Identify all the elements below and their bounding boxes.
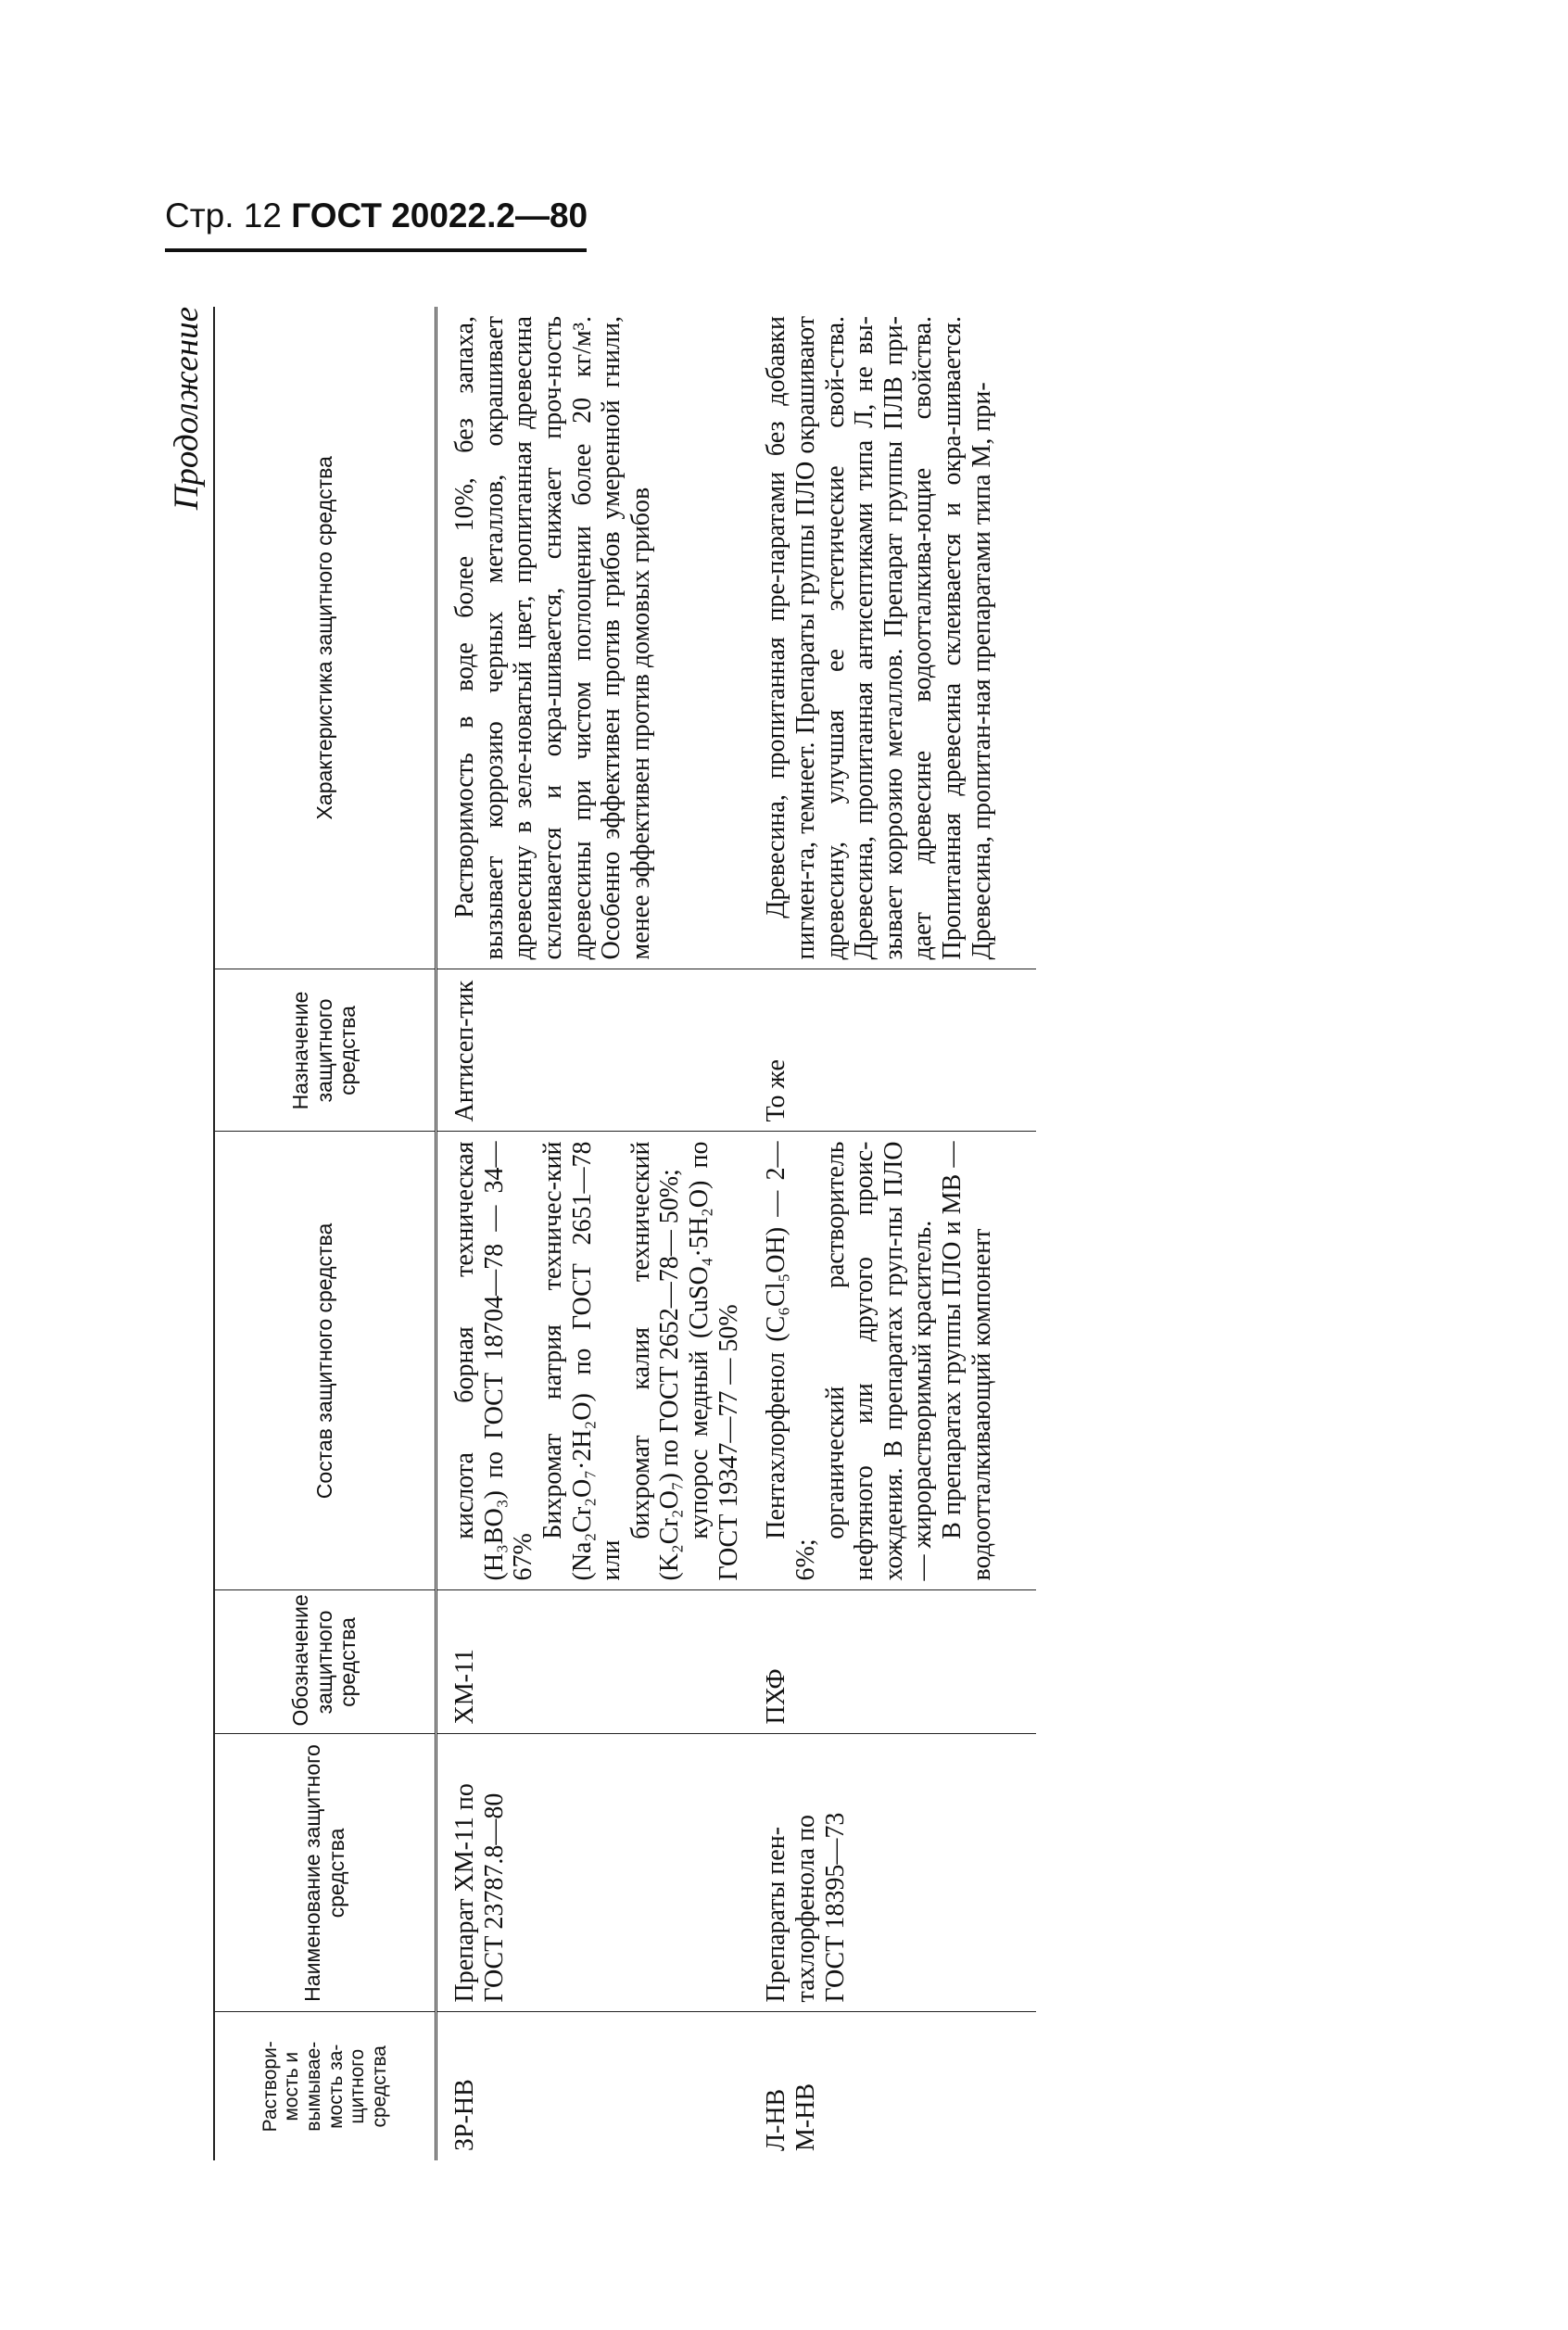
header-characteristic: Характеристика защитного средства <box>214 307 436 969</box>
cell-solubility: ЗР-НВ <box>436 2012 750 2160</box>
composition-line: купорос медный (CuSO₄·5H₂O) по ГОСТ 19347—77 — 50% <box>685 1141 743 1581</box>
standard-number: ГОСТ 20022.2—80 <box>291 196 588 234</box>
continuation-label: Продолжение <box>168 307 206 511</box>
cell-purpose: То же <box>749 969 1036 1132</box>
composition-line: кислота борная техническая (H₃BO₃) по ГОСТ 18704—78 — 34—67% <box>450 1141 538 1581</box>
cell-composition <box>436 1132 750 1590</box>
composition-line: Бихромат натрия техничес-кий (Na₂Cr₂O₇·2H₂O) по ГОСТ 2651—78 или <box>537 1141 626 1581</box>
page-number: Стр. 12 <box>165 196 282 234</box>
cell-solubility: Л-НВ М-НВ <box>749 2012 1036 2160</box>
cell-name: Препарат ХМ-11 по ГОСТ 23787.8—80 <box>436 1734 750 2012</box>
page-header <box>165 196 587 235</box>
composition-line: В препаратах группы ПЛО и МВ — водоотталкивающий компонент <box>938 1141 996 1581</box>
composition-line: Пентахлорфенол (C₆Cl₅OH) — 2—6%; <box>762 1141 820 1581</box>
table-header-row <box>214 307 436 2160</box>
header-solubility: Раствори-мость и вымывае-мость за-щитного средства <box>214 2012 436 2160</box>
header-designation: Обозначение защитного средства <box>214 1590 436 1734</box>
table-row <box>436 307 750 2160</box>
composition-line: бихромат калия технический (K₂Cr₂O₇) по ГОСТ 2652—78— 50%; <box>626 1141 685 1581</box>
rotated-table-block <box>167 307 996 2160</box>
cell-characteristic <box>749 307 1036 969</box>
cell-designation: ХМ-11 <box>436 1590 750 1734</box>
header-composition: Состав защитного средства <box>214 1132 436 1590</box>
header-rule <box>165 248 587 252</box>
cell-purpose: Антисеп-тик <box>436 969 750 1132</box>
composition-line: органический растворитель нефтяного или другого проис-хождения. В препаратах груп-пы ПЛО — жирорастворимый краситель. <box>820 1141 938 1581</box>
cell-designation: ПХФ <box>749 1590 1036 1734</box>
protective-agents-table <box>213 307 1036 2160</box>
characteristic-text: Древесина, пропитанная пре-паратами без добавки пигмен-та, темнеет. Препараты группы ПЛО окрашивают древесину, улучшая ее эстетические свой-ства. Древесина, пропитанная антисептиками типа Л, не вы-зывает коррозию металлов. Препарат группы ПЛВ при-дает древесине водоотталкива-ющие свойства. Пропитанная древесина склеивается и окра-шивается. Древесина, пропитан-ная препаратами типа М, при- <box>762 316 996 960</box>
header-purpose: Назначение защитного средства <box>214 969 436 1132</box>
header-name: Наименование защитного средства <box>214 1734 436 2012</box>
cell-composition <box>749 1132 1036 1590</box>
cell-name: Препараты пен-тахлорфенола по ГОСТ 18395—73 <box>749 1734 1036 2012</box>
table-row <box>749 307 1036 2160</box>
characteristic-text: Растворимость в воде более 10%, без запаха, вызывает коррозию черных металлов, окрашивает древесину в зеле-новатый цвет, пропитанная древесина склеивается и окра-шивается, снижает проч-ность древесины при чистом поглощении более 20 кг/м³. Особенно эффективен против грибов умеренной гнили, менее эффективен против домовых грибов <box>450 316 655 960</box>
cell-characteristic <box>436 307 750 969</box>
